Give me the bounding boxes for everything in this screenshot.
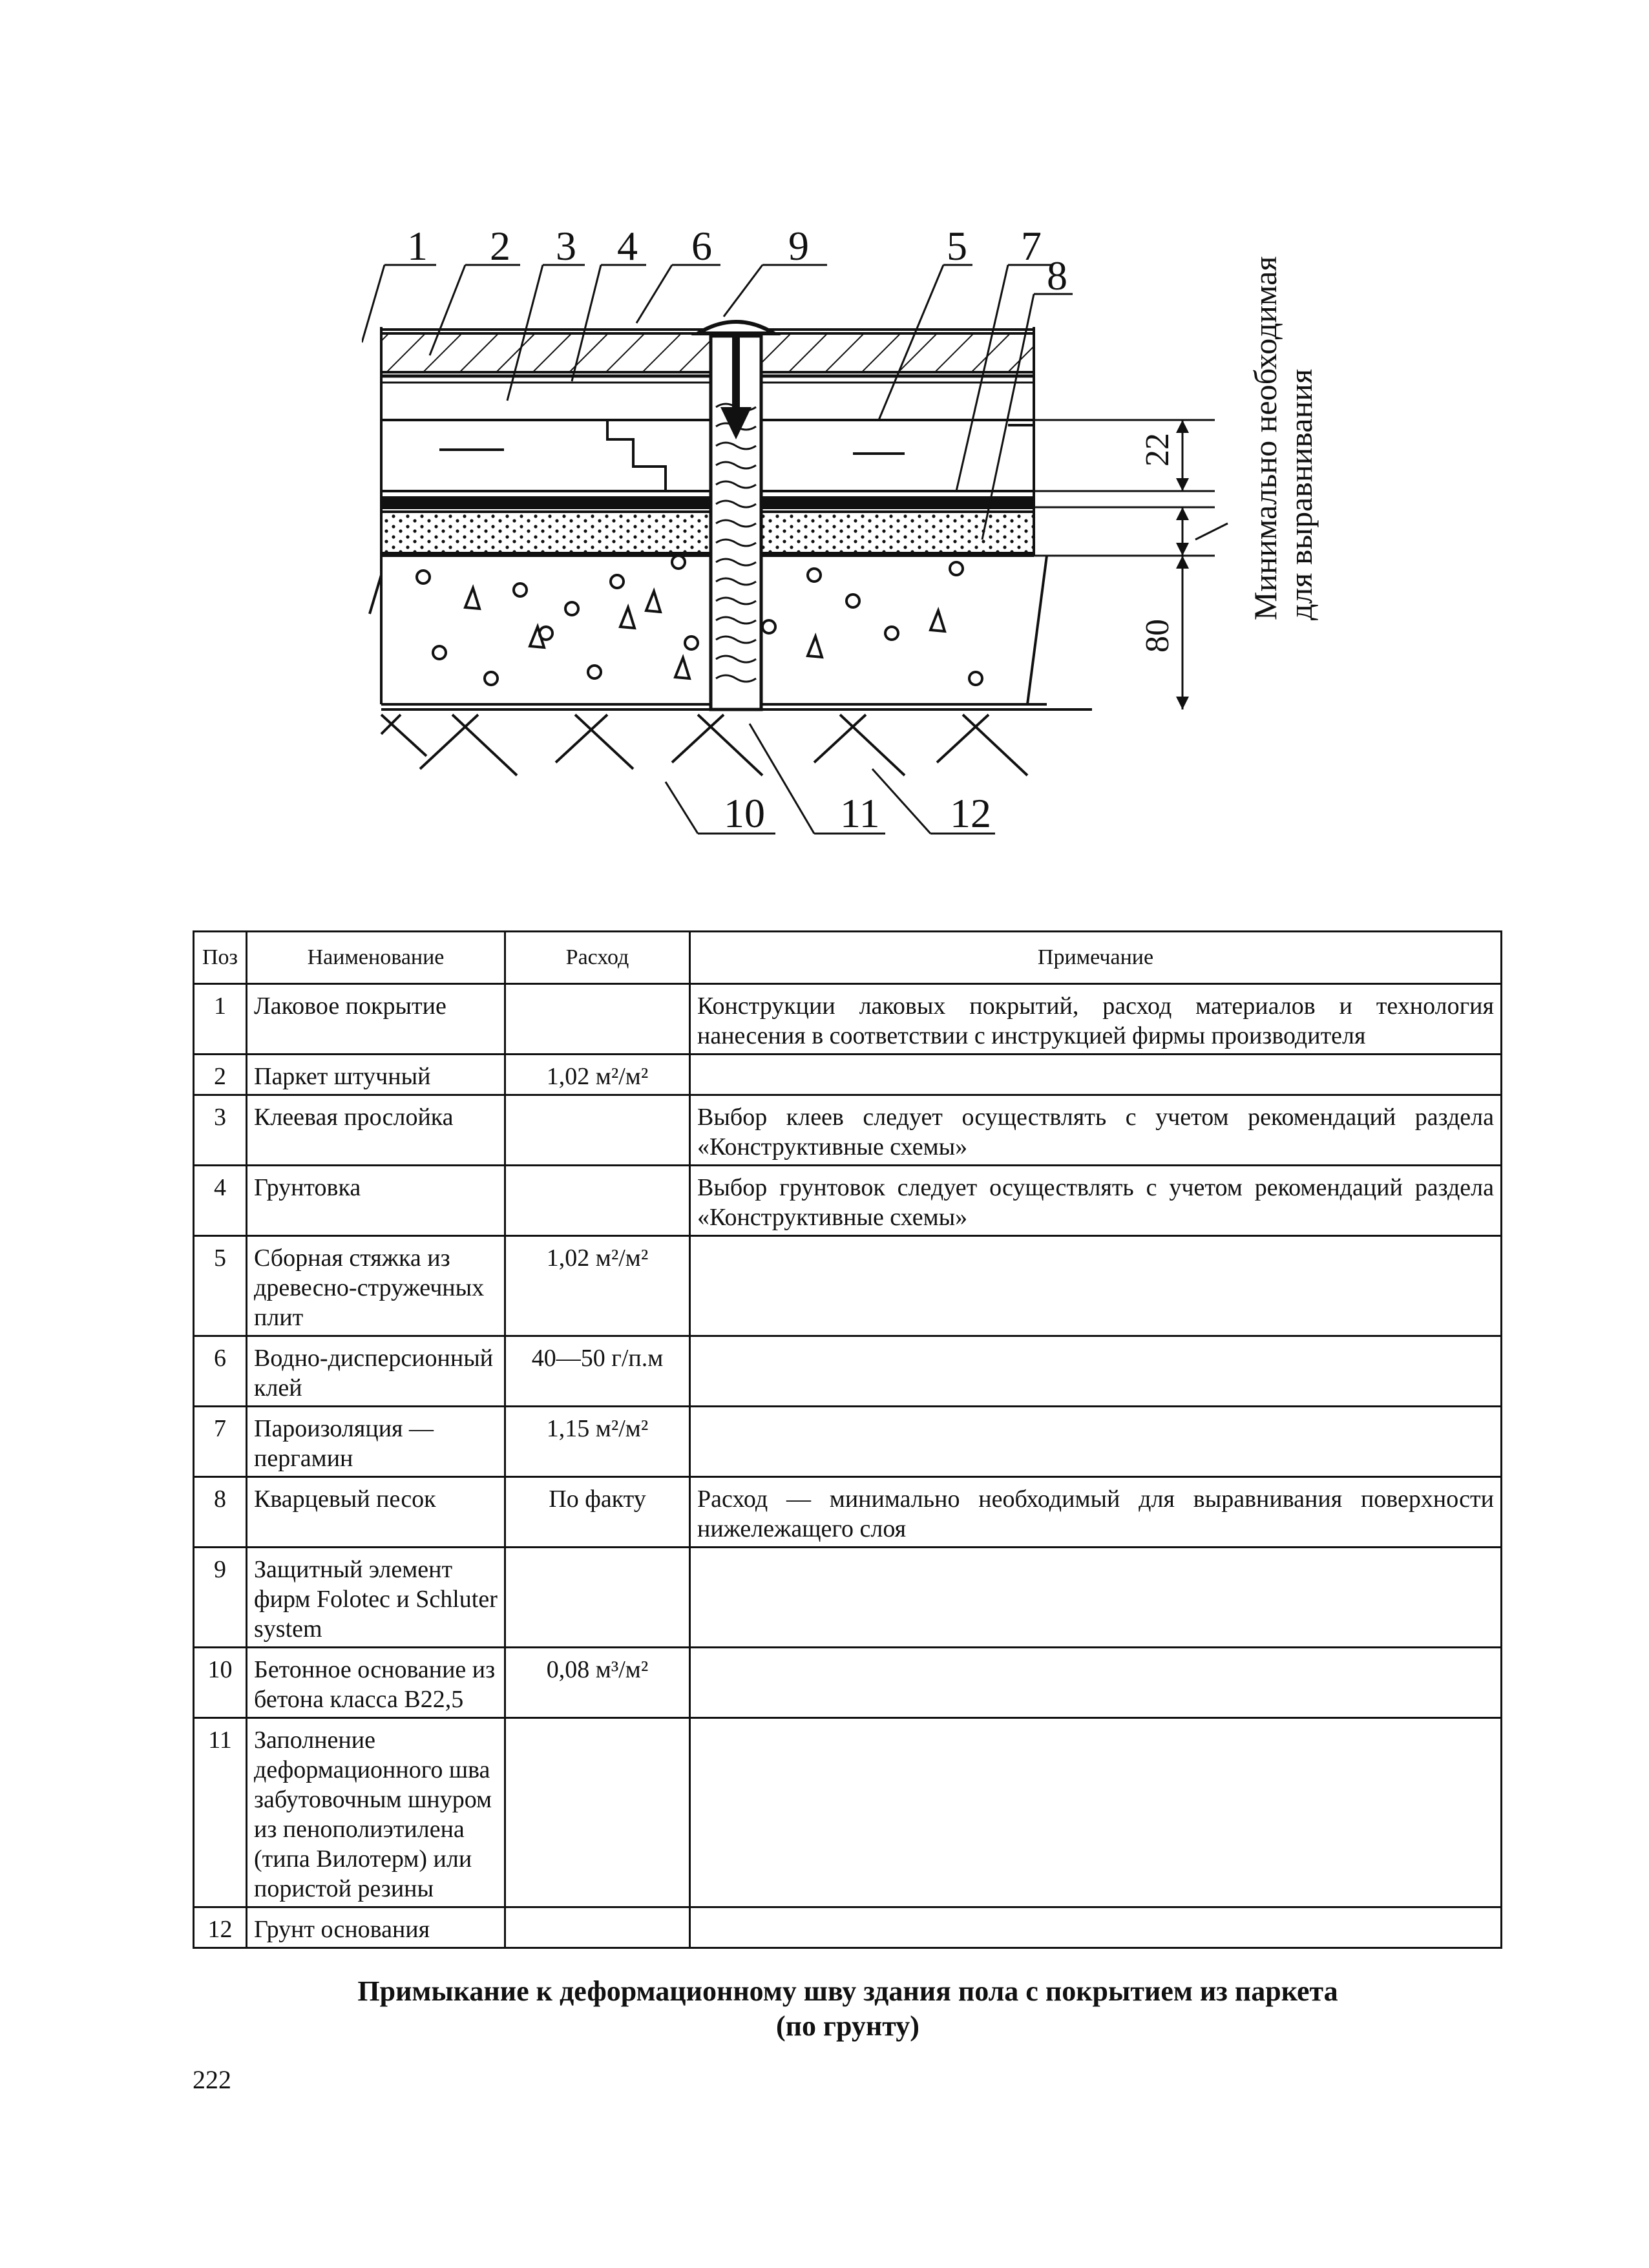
cell-pos: 3: [194, 1095, 247, 1166]
table-row: [194, 1407, 1502, 1477]
cell-rate: 40—50 г/п.м: [505, 1336, 690, 1407]
dimension-80: 80: [1139, 619, 1176, 653]
cell-name: Кварцевый песок: [247, 1477, 505, 1548]
table-row: [194, 1236, 1502, 1336]
callout-2: 2: [490, 223, 510, 269]
cell-rate: [505, 1718, 690, 1907]
table-row: [194, 1648, 1502, 1718]
cell-pos: 9: [194, 1548, 247, 1648]
sand-layer: [381, 512, 1034, 553]
cell-name: Грунт основания: [247, 1907, 505, 1948]
cell-note: [690, 1236, 1502, 1336]
page-number: 222: [193, 2065, 231, 2094]
cell-name: Защитный элемент фирм Folotec и Schluter system: [247, 1548, 505, 1648]
callout-7: 7: [1021, 223, 1042, 269]
callout-5: 5: [947, 223, 967, 269]
table-header-row: [194, 932, 1502, 984]
cell-pos: 10: [194, 1648, 247, 1718]
table-row: [194, 1055, 1502, 1095]
cell-rate: [505, 1907, 690, 1948]
cell-note: [690, 1548, 1502, 1648]
cell-rate: 1,02 м²/м²: [505, 1236, 690, 1336]
caption-line-1: Примыкание к деформационному шву здания пола с покрытием из паркета: [357, 1975, 1338, 2007]
cell-pos: 2: [194, 1055, 247, 1095]
figure-caption: [194, 1974, 1502, 2044]
cell-note: Выбор грунтовок следует осуществлять с учетом рекомендаций раздела «Конструктивные схемы»: [690, 1166, 1502, 1236]
callout-11: 11: [840, 790, 880, 836]
floor-section-drawing: [362, 213, 1383, 866]
table-row: [194, 1477, 1502, 1548]
table-row: [194, 1336, 1502, 1407]
cell-note: [690, 1648, 1502, 1718]
concrete-base: [417, 556, 982, 685]
specification-table: [193, 930, 1502, 1949]
cell-name: Водно-дисперсионный клей: [247, 1336, 505, 1407]
cell-rate: [505, 1095, 690, 1166]
side-note-line2: для выравнивания: [1283, 368, 1319, 620]
callout-10: 10: [724, 790, 765, 836]
table-row: [194, 1095, 1502, 1166]
cell-name: Бетонное основание из бетона класса В22,5: [247, 1648, 505, 1718]
cell-name: Сборная стяжка из древесно-стружечных плит: [247, 1236, 505, 1336]
callout-6: 6: [691, 223, 712, 269]
cell-rate: [505, 984, 690, 1055]
cell-pos: 4: [194, 1166, 247, 1236]
table-row: [194, 1907, 1502, 1948]
callout-4: 4: [617, 223, 638, 269]
cell-rate: 1,02 м²/м²: [505, 1055, 690, 1095]
callout-9: 9: [788, 223, 809, 269]
vapor-barrier: [381, 498, 1034, 508]
cell-note: [690, 1336, 1502, 1407]
cell-note: Конструкции лаковых покрытий, расход материалов и технология нанесения в соответствии с инструкцией фирмы производителя: [690, 984, 1502, 1055]
table-row: [194, 1548, 1502, 1648]
cell-name: Паркет штучный: [247, 1055, 505, 1095]
cell-pos: 5: [194, 1236, 247, 1336]
cell-pos: 1: [194, 984, 247, 1055]
callout-3: 3: [556, 223, 576, 269]
callout-12: 12: [950, 790, 991, 836]
cell-pos: 7: [194, 1407, 247, 1477]
cell-note: [690, 1718, 1502, 1907]
cell-name: Клеевая прослойка: [247, 1095, 505, 1166]
side-note-line1: Минимально необходимая: [1247, 256, 1283, 620]
cell-name: Заполнение деформационного шва забутовочным шнуром из пенополиэтилена (типа Вилотерм) или пористой резины: [247, 1718, 505, 1907]
cell-rate: [505, 1166, 690, 1236]
cell-note: [690, 1407, 1502, 1477]
table-row: [194, 1166, 1502, 1236]
ground: [381, 715, 1027, 775]
header-name: Наименование: [247, 932, 505, 984]
header-note: Примечание: [690, 932, 1502, 984]
cell-rate: По факту: [505, 1477, 690, 1548]
cell-pos: 11: [194, 1718, 247, 1907]
cell-pos: 12: [194, 1907, 247, 1948]
caption-line-2: (по грунту): [776, 2010, 919, 2042]
cell-note: [690, 1055, 1502, 1095]
header-rate: Расход: [505, 932, 690, 984]
header-pos: Поз: [194, 932, 247, 984]
parquet-layer: [381, 333, 1034, 372]
cell-rate: 0,08 м³/м²: [505, 1648, 690, 1718]
cell-note: [690, 1907, 1502, 1948]
cell-note: Расход — минимально необходимый для выравнивания поверхности нижележащего слоя: [690, 1477, 1502, 1548]
cell-pos: 6: [194, 1336, 247, 1407]
cell-name: Лаковое покрытие: [247, 984, 505, 1055]
cell-rate: 1,15 м²/м²: [505, 1407, 690, 1477]
callout-8: 8: [1047, 253, 1067, 299]
dimension-22: 22: [1139, 433, 1176, 467]
callout-1: 1: [407, 223, 428, 269]
cell-name: Пароизоляция — пергамин: [247, 1407, 505, 1477]
cell-note: Выбор клеев следует осуществлять с учетом рекомендаций раздела «Конструктивные схемы»: [690, 1095, 1502, 1166]
table-row: [194, 1718, 1502, 1907]
table-row: [194, 984, 1502, 1055]
cell-pos: 8: [194, 1477, 247, 1548]
cell-rate: [505, 1548, 690, 1648]
cell-name: Грунтовка: [247, 1166, 505, 1236]
